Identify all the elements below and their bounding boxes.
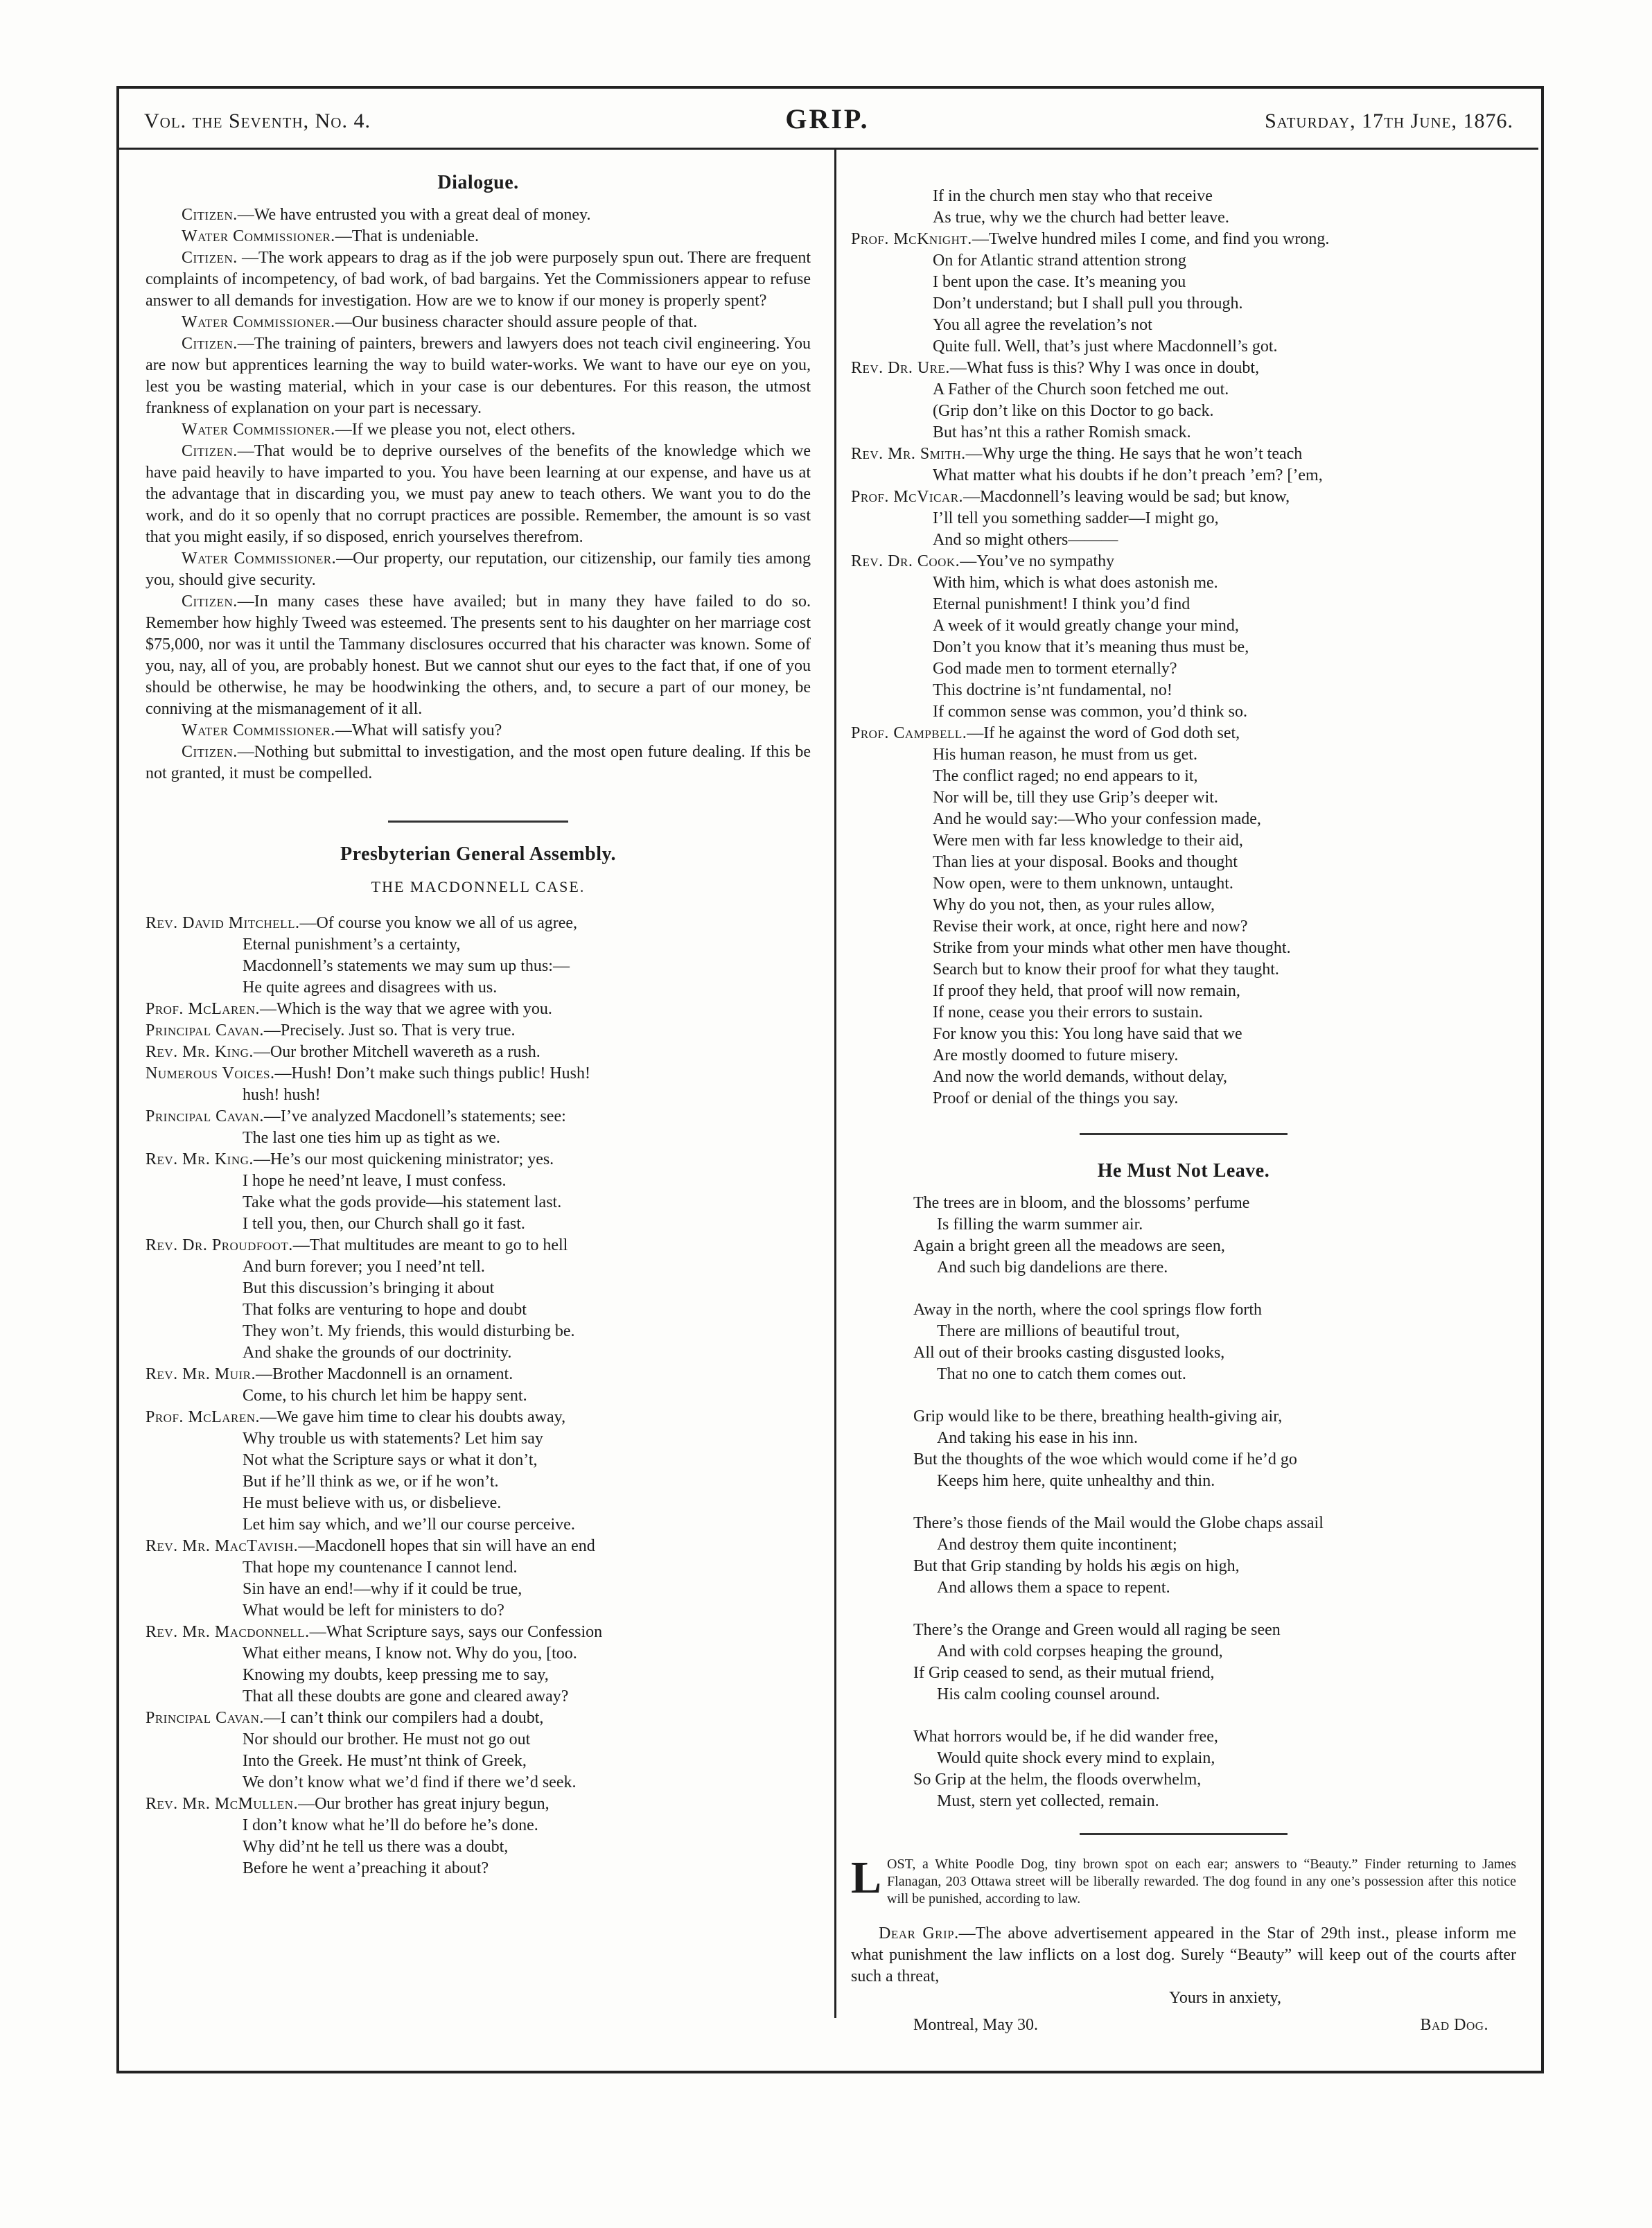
section-divider [1080,1133,1288,1135]
verse-line: —You’ve no sympathy [960,552,1115,570]
verse-entry [146,1793,811,1815]
verse-line: —I’ve analyzed Macdonell’s statements; see: [263,1107,566,1125]
poem-stanza [913,1620,1516,1705]
verse-entry [146,1708,811,1729]
verse-line: A week of it would greatly change your mind, [933,617,1239,635]
verse-line: Come, to his church let him be happy sent. [243,1387,527,1405]
verse-line: And he would say:—Who your confession made, [933,810,1261,828]
verse-line: If none, cease you their errors to sustain. [933,1003,1203,1021]
verse-line: Sin have an end!—why if it could be true, [243,1580,522,1598]
masthead-title: GRIP. [785,103,870,134]
speech-text: —That would be to deprive ourselves of the benefits of the knowledge which we have paid heavily to have imparted to you. You have been learning at our expense, and have us at the advantage that in discarding you, we must pay anew to teach others. We want you to do the work, and do it so openly that no corrupt practices are possible. Remember, the amount is so vast that you might easily, if so disposed, enrich yourselves therefrom. [146,442,811,546]
speaker-name: Rev. Mr. Macdonnell. [146,1623,310,1641]
verse-line: If in the church men stay who that receive [933,187,1213,205]
speaker-name: Rev. Mr. King. [146,1150,254,1168]
verse-line: Before he went a’preaching it about? [243,1859,489,1877]
speech-text: —We have entrusted you with a great deal of money. [237,206,591,224]
verse-line: I bent upon the case. It’s meaning you [933,273,1186,291]
poem-line: But the thoughts of the woe which would come if he’d go [913,1450,1297,1468]
advert-dropcap: L [851,1852,882,1903]
poem-stanza [913,1406,1516,1492]
verse-line: Nor should our brother. He must not go out [243,1730,531,1748]
verse-entry [851,358,1516,379]
poem-line: His calm cooling counsel around. [937,1685,1160,1703]
poem-line: There’s those fiends of the Mail would the Globe chaps assail [913,1514,1324,1532]
verse-line: Knowing my doubts, keep pressing me to say, [243,1666,549,1684]
verse-line: —Macdonnell’s leaving would be sad; but know, [963,488,1290,506]
verse-line: For know you this: You long have said that we [933,1025,1242,1043]
dialogue-paragraph [146,312,811,333]
verse-line: But if he’ll think as we, or if he won’t. [243,1473,499,1491]
verse-entry [851,229,1516,250]
verse-line: Why did’nt he tell us there was a doubt, [243,1838,509,1856]
speaker-name: Citizen. [182,593,238,611]
verse-line: What would be left for ministers to do? [243,1602,504,1620]
poem-line: Again a bright green all the meadows are seen, [913,1237,1225,1255]
verse-line: This doctrine is’nt fundamental, no! [933,681,1172,699]
verse-line: Don’t you know that it’s meaning thus must be, [933,638,1249,656]
verse-entry [851,551,1516,572]
verse-entry [851,486,1516,508]
verse-line: Revise their work, at once, right here and now? [933,918,1248,936]
verse-line: Eternal punishment’s a certainty, [243,936,461,954]
verse-entry [851,723,1516,744]
verse-line: Nor will be, till they use Grip’s deeper wit. [933,789,1218,807]
speaker-name: Prof. McLaren. [146,1000,261,1018]
speaker-name: Water Commissioner. [182,550,337,568]
speaker-name: Rev. David Mitchell. [146,914,300,932]
verse-line: And so might others——— [933,531,1118,549]
verse-line: —Macdonell hopes that sin will have an end [298,1537,595,1555]
verse-entry [146,913,811,934]
verse-line: He quite agrees and disagrees with us. [243,979,498,997]
left-column [146,172,811,1879]
speaker-name: Citizen. [182,249,238,267]
dialogue-paragraph [146,742,811,784]
speaker-name: Rev. Mr. MacTavish. [146,1537,299,1555]
poem-line: And with cold corpses heaping the ground, [937,1642,1223,1660]
verse-line: And burn forever; you I need’nt tell. [243,1258,485,1276]
lost-dog-advertisement [851,1852,1516,1908]
speech-text: —The training of painters, brewers and lawyers does not teach civil engineering. You are now but apprentices learning the way to build water-works. We want to have our eye on you, lest you be wasting material, which in your case is our debentures. For this reason, the utmost frankness of explanation on your part is necessary. [146,335,811,417]
poem-line: That no one to catch them comes out. [937,1365,1186,1383]
verse-line: hush! hush! [243,1086,321,1104]
speaker-name: Rev. Dr. Proudfoot. [146,1236,293,1254]
poem-line: There are millions of beautiful trout, [937,1322,1180,1340]
verse-line: If common sense was common, you’d think so. [933,703,1247,721]
section-divider [388,821,568,823]
speech-text: —What will satisfy you? [335,721,502,739]
poem-line: The trees are in bloom, and the blossoms’ perfume [913,1194,1250,1212]
verse-line: Strike from your minds what other men have thought. [933,939,1291,957]
verse-line: (Grip don’t like on this Doctor to go back. [933,402,1214,420]
speaker-name: Citizen. [182,335,238,353]
speech-text: —Our property, our reputation, our citizenship, our family ties among you, should give security. [146,550,811,589]
verse-line: —Hush! Don’t make such things public! Hush! [274,1064,590,1082]
verse-line: Than lies at your disposal. Books and thought [933,853,1238,871]
dialogue-paragraph [146,226,811,247]
poem-title: He Must Not Leave. [1097,1160,1270,1182]
verse-line: Take what the gods provide—his statement last. [243,1193,562,1211]
speaker-name: Water Commissioner. [182,721,335,739]
verse-line: —I can’t think our compilers had a doubt, [263,1709,544,1727]
verse-line: On for Atlantic strand attention strong [933,252,1186,270]
verse-line: And shake the grounds of our doctrinity. [243,1344,512,1362]
verse-line: I tell you, then, our Church shall go it fast. [243,1215,525,1233]
masthead [116,86,1538,150]
verse-line: With him, which is what does astonish me. [933,574,1218,592]
poem-line: And allows them a space to repent. [937,1579,1170,1597]
verse-entry [146,999,811,1020]
verse-line: —He’s our most quickening ministrator; yes. [253,1150,554,1168]
assembly-verses-left [146,913,811,1879]
verse-line: Not what the Scripture says or what it don’t, [243,1451,538,1469]
verse-entry [146,1622,811,1643]
poem-line: But that Grip standing by holds his ægis on high, [913,1557,1240,1575]
verse-line: God made men to torment eternally? [933,660,1177,678]
verse-entry [146,1149,811,1170]
speaker-name: Rev. Mr. McMullen. [146,1795,299,1813]
verse-line: The last one ties him up as tight as we. [243,1129,500,1147]
poem-line: Grip would like to be there, breathing health-giving air, [913,1407,1283,1426]
speaker-name: Numerous Voices. [146,1064,275,1082]
assembly-title: Presbyterian General Assembly. [340,843,616,865]
verse-line: Why do you not, then, as your rules allow, [933,896,1215,914]
verse-line: —Of course you know we all of us agree, [299,914,578,932]
speaker-name: Rev. Mr. Muir. [146,1365,256,1383]
poem-line: Must, stern yet collected, remain. [937,1792,1159,1810]
poem-line: Away in the north, where the cool springs flow forth [913,1301,1263,1319]
speaker-name: Principal Cavan. [146,1107,264,1125]
verse-line: Don’t understand; but I shall pull you through. [933,295,1243,313]
verse-line: He must believe with us, or disbelieve. [243,1494,502,1512]
speaker-name: Citizen. [182,206,238,224]
speech-text: —If we please you not, elect others. [335,421,576,439]
speaker-name: Prof. McKnight. [851,230,972,248]
speaker-name: Citizen. [182,442,238,460]
speech-text: —Nothing but submittal to investigation, and the most open future dealing. If this be not granted, it must be compelled. [146,743,811,782]
poem-line: And such big dandelions are there. [937,1258,1168,1277]
poem-stanza [913,1513,1516,1599]
verse-line: —That multitudes are meant to go to hell [292,1236,568,1254]
dialogue-paragraph [146,333,811,419]
speaker-name: Rev. Mr. Smith. [851,445,966,463]
verse-entry [146,1536,811,1557]
verse-line: I hope he need’nt leave, I must confess. [243,1172,507,1190]
verse-entry [146,1063,811,1085]
speaker-name: Rev. Mr. King. [146,1043,254,1061]
speaker-name: Water Commissioner. [182,421,335,439]
verse-line: The conflict raged; no end appears to it, [933,767,1198,785]
poem-line: So Grip at the helm, the floods overwhelm, [913,1771,1202,1789]
verse-line: As true, why we the church had better leave. [933,209,1229,227]
poem-line: Keeps him here, quite unhealthy and thin. [937,1472,1215,1490]
verse-line: Were men with far less knowledge to their aid, [933,832,1243,850]
speech-text: —In many cases these have availed; but in many they have failed to do so. Remember how highly Tweed was esteemed. The presents sent to his daughter on her marriage cost $75,000, nor was it until the Tammany disclosures occurred that his character was known. Some of you, nay, all of you, are probably honest. But we cannot shut our eyes to the fact that, if one of you should be otherwise, he may be hoodwinking the others, and, to secure a part of our money, be conniving at the mismanagement of it all. [146,593,811,718]
verse-line: His human reason, he must from us get. [933,746,1197,764]
speaker-name: Principal Cavan. [146,1021,264,1040]
verse-entry [146,1364,811,1385]
assembly-verses-continued [851,186,1516,229]
letter-closing: Yours in anxiety, [1168,1989,1281,2007]
verse-line: —Our brother Mitchell wavereth as a rush. [253,1043,541,1061]
issue-date: Saturday, 17th June, 1876. [1265,109,1513,132]
verse-line: Why trouble us with statements? Let him say [243,1430,543,1448]
poem-body [851,1193,1516,1812]
verse-line: Are mostly doomed to future misery. [933,1046,1179,1064]
speaker-name: Prof. McVicar. [851,488,964,506]
speaker-name: Prof. McLaren. [146,1408,261,1426]
verse-line: Eternal punishment! I think you’d find [933,595,1190,613]
verse-line: That folks are venturing to hope and doubt [243,1301,527,1319]
verse-line: —Which is the way that we agree with you. [260,1000,552,1018]
poem-stanza [913,1299,1516,1385]
poem-line: All out of their brooks casting disgusted looks, [913,1344,1225,1362]
verse-line: They won’t. My friends, this would disturbing be. [243,1322,575,1340]
speaker-name: Rev. Dr. Ure. [851,359,950,377]
verse-line: Search but to know their proof for what they taught. [933,961,1279,979]
verse-line: A Father of the Church soon fetched me out. [933,380,1229,398]
verse-entry [146,1235,811,1256]
verse-line: —What fuss is this? Why I was once in doubt, [949,359,1260,377]
dialogue-paragraph [146,247,811,312]
assembly-verses-right [851,229,1516,1109]
verse-line: Proof or denial of the things you say. [933,1089,1179,1107]
poem-line: If Grip ceased to send, as their mutual friend, [913,1664,1215,1682]
dialogue-body [146,204,811,784]
dialogue-paragraph [146,591,811,720]
verse-line: What either means, I know not. Why do you, [too. [243,1644,577,1663]
letter-signature: Bad Dog. [1420,2016,1488,2034]
speech-text: —Our business character should assure people of that. [335,313,698,331]
verse-entry [146,1407,811,1428]
poem-line: Would quite shock every mind to explain, [937,1749,1215,1767]
verse-line: That hope my countenance I cannot lend. [243,1559,518,1577]
section-divider [1080,1833,1288,1835]
verse-line: If proof they held, that proof will now remain, [933,982,1240,1000]
speaker-name: Rev. Dr. Cook. [851,552,960,570]
verse-line: You all agree the revelation’s not [933,316,1152,334]
poem-stanza [913,1726,1516,1812]
verse-line: And now the world demands, without delay, [933,1068,1228,1086]
verse-line: Quite full. Well, that’s just where Macdonnell’s got. [933,337,1278,356]
verse-line: What matter what his doubts if he don’t preach ’em? [’em, [933,466,1323,484]
verse-line: Now open, were to them unknown, untaught. [933,875,1233,893]
speaker-name: Principal Cavan. [146,1709,264,1727]
letter-signoff [851,2015,1516,2036]
verse-line: —If he against the word of God doth set, [967,724,1240,742]
speaker-name: Water Commissioner. [182,313,335,331]
poem-line: Is filling the warm summer air. [937,1216,1143,1234]
verse-line: We don’t know what we’d find if there we’d seek. [243,1773,577,1791]
verse-entry [851,444,1516,465]
dialogue-title: Dialogue. [437,172,519,193]
verse-line: Macdonnell’s statements we may sum up thus:— [243,957,570,975]
poem-line: And destroy them quite incontinent; [937,1536,1177,1554]
verse-line: But has’nt this a rather Romish smack. [933,423,1191,441]
advert-text: OST, a White Poodle Dog, tiny brown spot on each ear; answers to “Beauty.” Finder returning to James Flanagan, 203 Ottawa street will be liberally rewarded. The dog found in any one’s possession after this notice will be punished, according to law. [887,1857,1516,1906]
verse-line: Let him say which, and we’ll our course perceive. [243,1516,575,1534]
column-divider [834,150,836,2018]
assembly-subtitle: THE MACDONNELL CASE. [371,878,586,895]
verse-line: That all these doubts are gone and cleared away? [243,1687,569,1705]
speech-text: —That is undeniable. [335,227,479,245]
letter-place: Montreal, May 30. [913,2016,1038,2034]
verse-line: —Precisely. Just so. That is very true. [263,1021,516,1040]
dialogue-paragraph [146,548,811,591]
verse-line: —Twelve hundred miles I come, and find you wrong. [972,230,1330,248]
verse-line: —Why urge the thing. He says that he won’t teach [965,445,1303,463]
verse-line: But this discussion’s bringing it about [243,1279,495,1297]
volume-number: Vol. the Seventh, No. 4. [144,109,371,132]
dialogue-paragraph [146,441,811,548]
poem-line: And taking his ease in his inn. [937,1429,1138,1447]
letter-body [851,1923,1516,1988]
speaker-name: Water Commissioner. [182,227,335,245]
right-column [851,186,1516,2036]
dialogue-paragraph [146,419,811,441]
verse-line: —Our brother has great injury begun, [298,1795,550,1813]
speaker-name: Prof. Campbell. [851,724,967,742]
verse-line: —Brother Macdonnell is an ornament. [255,1365,513,1383]
verse-line: I don’t know what he’ll do before he’s done. [243,1816,538,1834]
dialogue-paragraph [146,720,811,742]
verse-entry [146,1042,811,1063]
verse-entry [146,1106,811,1128]
verse-entry [146,1020,811,1042]
poem-stanza [913,1193,1516,1279]
poem-line: There’s the Orange and Green would all raging be seen [913,1621,1281,1639]
verse-line: —What Scripture says, says our Confession [309,1623,603,1641]
letter-text: —The above advertisement appeared in the Star of 29th inst., please inform me what punishment the law inflicts on a lost dog. Surely “Beauty” will keep out of the courts after such a threat, [851,1924,1517,1985]
speech-text: —The work appears to drag as if the job were purposely spun out. There are frequent complaints of incompetency, of bad work, of bad bargains. Yet the Commissioners appear to refuse answer to all demands for investigation. How are we to know if our money is properly spent? [146,249,811,310]
verse-line: Into the Greek. He must’nt think of Greek, [243,1752,527,1770]
letter-salutation: Dear Grip. [879,1924,959,1942]
poem-line: What horrors would be, if he did wander free, [913,1728,1218,1746]
speaker-name: Citizen. [182,743,238,761]
dialogue-paragraph [146,204,811,226]
verse-line: —We gave him time to clear his doubts away, [260,1408,566,1426]
verse-line: I’ll tell you something sadder—I might go, [933,509,1219,527]
